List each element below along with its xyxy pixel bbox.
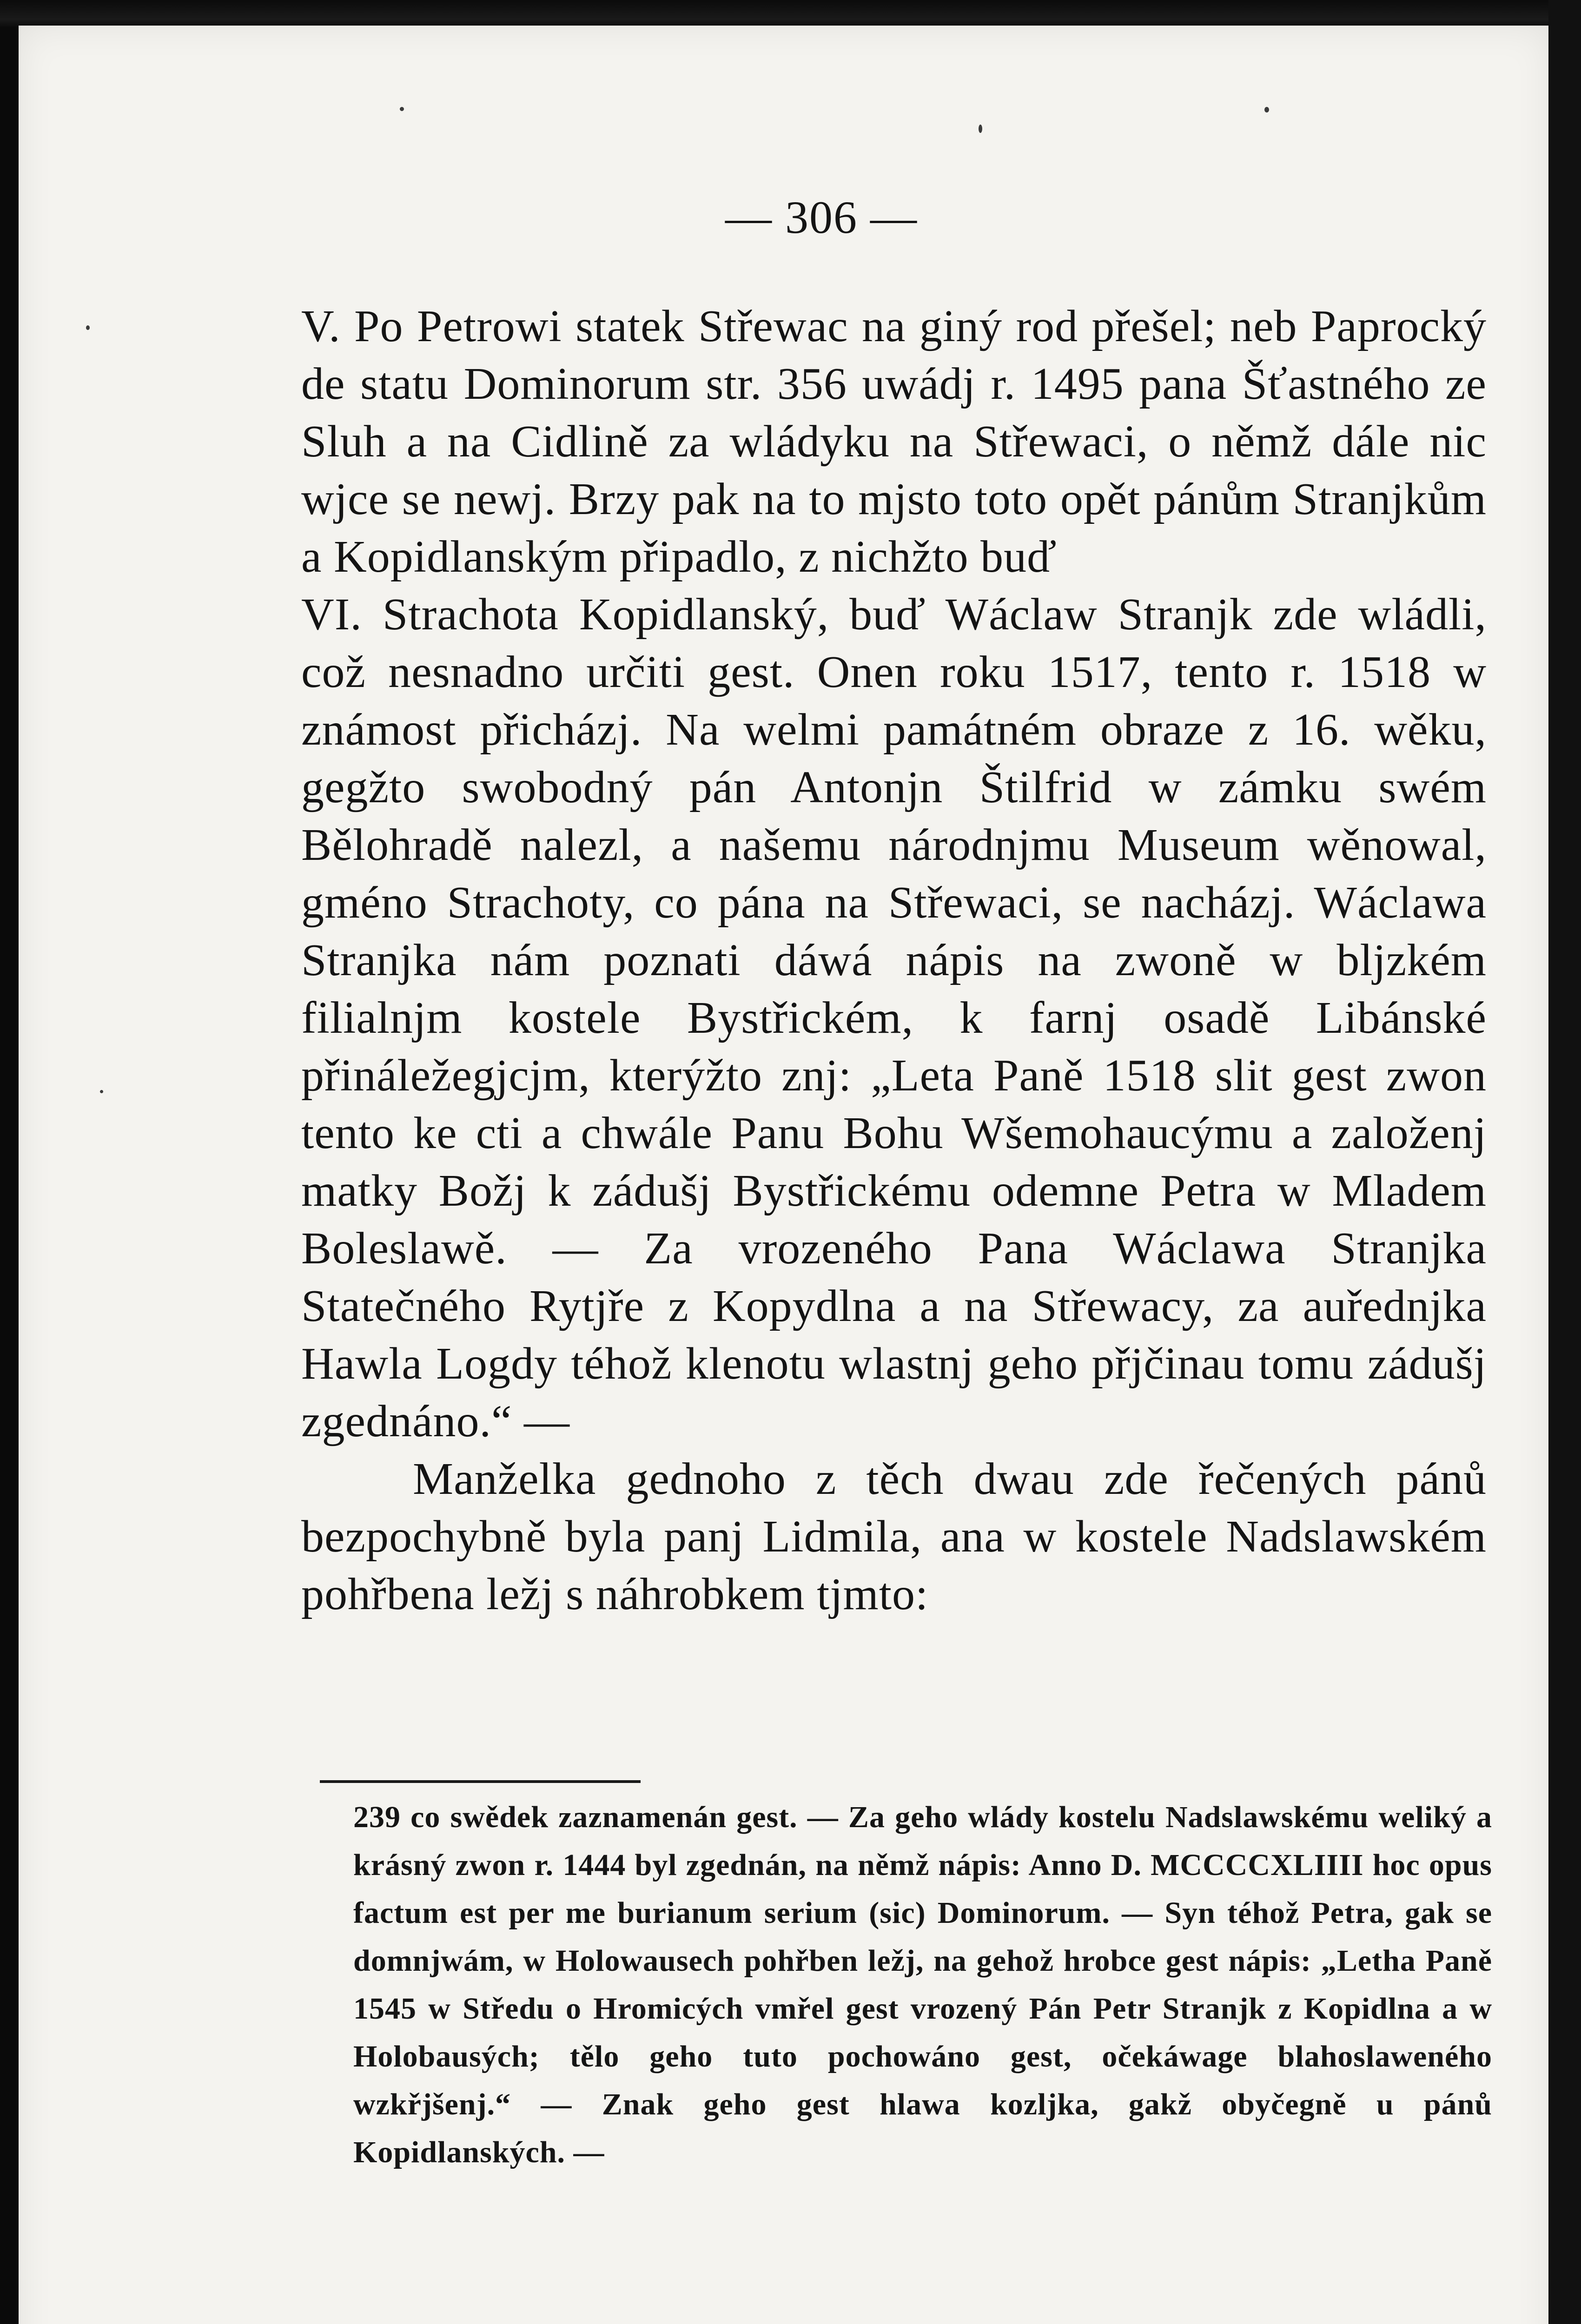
paragraph-manzelka: Manželka gednoho z těch dwau zde řečených pánů bezpochybně byla panj Lidmila, ana w kostele Nadslawském pohřbena ležj s náhrobkem tjmto: bbox=[301, 1454, 1487, 1619]
paragraph-v: V. Po Petrowi statek Střewac na giný rod přešel; neb Paprocký de statu Dominorum str. 356 uwádj r. 1495 pana Šťastného ze Sluh a na Cidlině za wládyku na Střewaci, o němž dále nic wjce se newj. Brzy pak na to mjsto toto opět pánům Stranjkům a Kopidlanským připadlo, z nichžto buď bbox=[301, 301, 1487, 582]
footnote-divider bbox=[320, 1780, 641, 1783]
scan-speck bbox=[86, 325, 90, 330]
scan-speck bbox=[1264, 107, 1269, 112]
scan-speck bbox=[100, 1090, 103, 1093]
scan-top-edge bbox=[0, 0, 1581, 28]
body-text bbox=[301, 297, 1487, 1623]
scan-speck bbox=[979, 125, 982, 133]
paragraph-vi: VI. Strachota Kopidlanský, buď Wáclaw Stranjk zde wládli, což nesnadno určiti gest. Onen roku 1517, tento r. 1518 w známost přicházj. Na welmi památném obraze z 16. wěku, gegžto swobodný pán Antonjn Štilfrid w zámku swém Bělohradě nalezl, a našemu národnjmu Museum wěnowal, gméno Strachoty, co pána na Střewaci, se nacházj. Wáclawa Stranjka nám poznati dáwá nápis na zwoně w bljzkém filialnjm kostele Bystřickém, k farnj osadě Libánské přináležegjcjm, kterýžto znj: „Leta Paně 1518 slit gest zwon tento ke cti a chwále Panu Bohu Wšemohaucýmu a založenj matky Božj k zádušj Bystřickému odemne Petra w Mladem Boleslawě. — Za vrozeného Pana Wáclawa Stranjka Statečného Rytjře z Kopydlna a na Střewacy, za auřednjka Hawla Logdy téhož klenotu wlastnj geho přjčinau tomu zádušj zgednáno.“ — bbox=[301, 589, 1487, 1446]
scan-right-edge bbox=[1548, 0, 1581, 2324]
footnote: 239 co swědek zaznamenán gest. — Za geho wlády kostelu Nadslawskému weliký a krásný zwon r. 1444 byl zgednán, na němž nápis: Anno D. MCCCCXLIIII hoc opus factum est per me burianum serium (sic) Dominorum. — Syn téhož Petra, gak se domnjwám, w Holowausech pohřben ležj, na gehož hrobce gest nápis: „Letha Paně 1545 w Středu o Hromicých vmřel gest vrozený Pán Petr Stranjk z Kopidlna a w Holobausých; tělo geho tuto pochowáno gest, očekáwage blahoslaweného wzkřjšenj.“ — Znak geho gest hlawa kozljka, gakž obyčegně u pánů Kopidlanských. — bbox=[353, 1800, 1492, 2169]
page-number: — 306 — bbox=[725, 191, 918, 243]
scan-speck bbox=[400, 107, 404, 111]
